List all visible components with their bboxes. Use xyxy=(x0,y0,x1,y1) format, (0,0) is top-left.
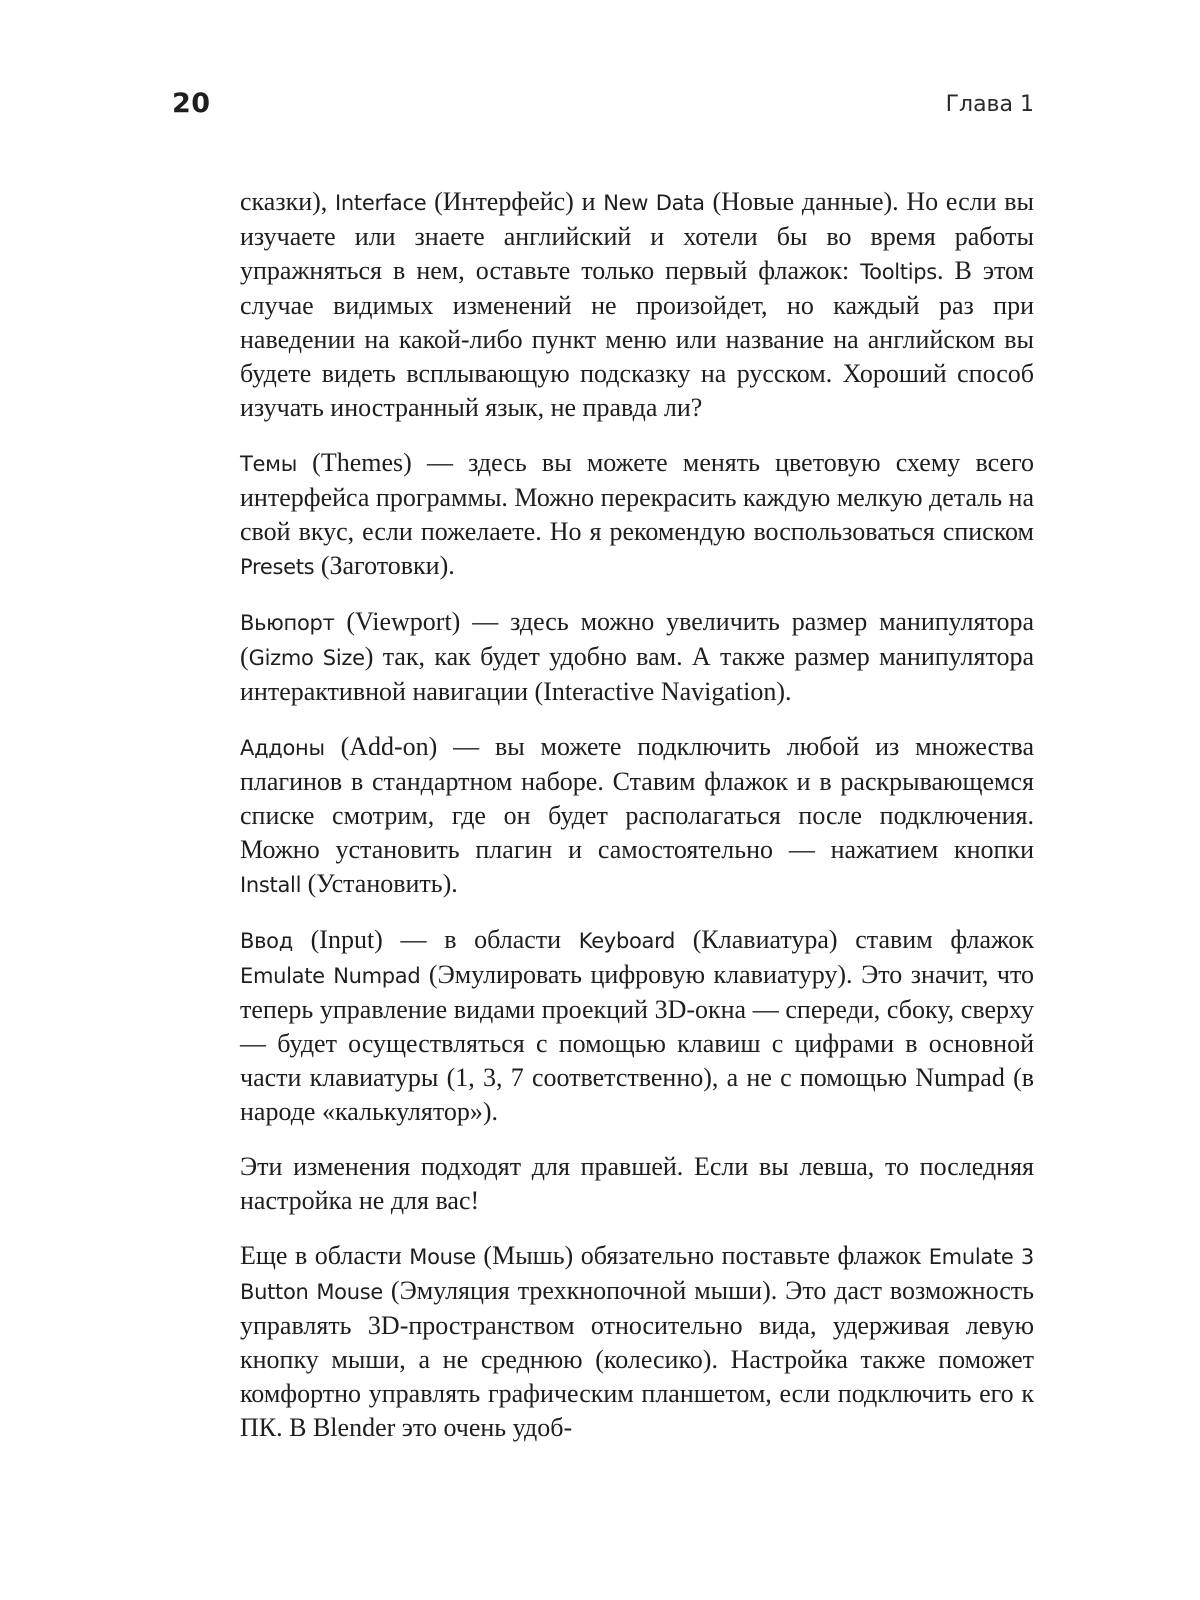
text-segment: (Themes) — здесь вы можете менять цветовую схему всего интерфейса программы. Можно перекрасить каждую мелкую деталь на свой вкус, если пожелаете. Но я рекомендую воспользоваться списком xyxy=(240,448,1035,546)
paragraph-1 xyxy=(240,185,1034,425)
text-segment: ) так, как будет удобно вам. А также размер манипулятора интерактивной навигации (Interactive Navigation). xyxy=(240,642,1035,706)
term-interface: Interface xyxy=(335,191,427,215)
term-themes: Темы xyxy=(240,452,297,476)
term-mouse: Mouse xyxy=(409,1245,476,1269)
text-segment: Еще в области xyxy=(240,1241,410,1270)
text-segment: (Viewport) — здесь можно увеличить размер манипулятора ( xyxy=(240,607,1034,671)
paragraph-right-handed xyxy=(240,1150,1034,1218)
page-number: 20 xyxy=(172,88,211,119)
term-install: Install xyxy=(240,873,302,897)
term-emulate-numpad: Emulate Numpad xyxy=(240,964,421,988)
page-header xyxy=(172,86,1034,126)
text-segment: (Установить). xyxy=(301,869,458,898)
running-head: Глава 1 xyxy=(945,92,1034,117)
term-tooltips: Tooltips xyxy=(860,260,937,284)
body-text xyxy=(240,185,1034,1466)
text-segment: (Add-on) — вы можете подключить любой из множества плагинов в стандартном наборе. Ставим флажок и в раскрывающемся списке смотрим, где он будет располагаться после подключения. Можно установить плагин и самостоятельно — нажатием кнопки xyxy=(240,732,1034,864)
text-segment: сказки), xyxy=(240,187,336,216)
paragraph-input xyxy=(240,923,1034,1129)
term-keyboard: Keyboard xyxy=(578,929,676,953)
text-segment: (Input) — в области xyxy=(292,925,579,954)
term-emulate-3-button-mouse: Emulate 3 Button Mouse xyxy=(240,1245,1034,1304)
term-new-data: New Data xyxy=(603,191,705,215)
term-presets: Presets xyxy=(240,555,315,579)
text-segment: . В этом случае видимых изменений не произойдет, но каждый раз при наведении на какой-либо пункт меню или название на английском вы будете видеть всплывающую подсказку на русском. Хороший способ изучать иностранный язык, не правда ли? xyxy=(240,256,1035,422)
text-segment: Эти изменения подходят для правшей. Если вы левша, то последняя настройка не для вас! xyxy=(240,1152,1034,1215)
text-segment: (Эмуляция трехкнопочной мыши). Это даст возможность управлять 3D-пространством относительно вида, удерживая левую кнопку мыши, а не среднюю (колесико). Настройка также поможет комфортно управлять графическим планшетом, если подключить его к ПК. В Blender это очень удоб- xyxy=(240,1276,1034,1442)
paragraph-viewport xyxy=(240,605,1034,709)
term-addons: Аддоны xyxy=(240,736,325,760)
text-segment: (Заготовки). xyxy=(314,551,455,580)
text-segment: (Клавиатура) ставим флажок xyxy=(675,925,1034,954)
text-segment: (Эмулировать цифровую клавиатуру). Это значит, что теперь управление видами проекций 3D-окна — спереди, сбоку, сверху — будет осуществляться с помощью клавиш с цифрами в основной части клавиатуры (1, 3, 7 соответственно), а не с помощью Numpad (в народе «калькулятор»). xyxy=(240,960,1034,1126)
paragraph-mouse xyxy=(240,1239,1034,1445)
text-segment: (Новые данные). Но если вы изучаете или знаете английский и хотели бы во время работы упражняться в нем, оставьте только первый флажок: xyxy=(240,187,1034,285)
text-segment: (Интерфейс) и xyxy=(426,187,604,216)
paragraph-themes xyxy=(240,446,1034,584)
term-viewport: Вьюпорт xyxy=(240,611,335,635)
term-gizmo-size: Gizmo Size xyxy=(248,646,365,670)
paragraph-addons xyxy=(240,730,1034,902)
text-segment: (Мышь) обязательно поставьте флажок xyxy=(475,1241,929,1270)
term-input: Ввод xyxy=(240,929,293,953)
